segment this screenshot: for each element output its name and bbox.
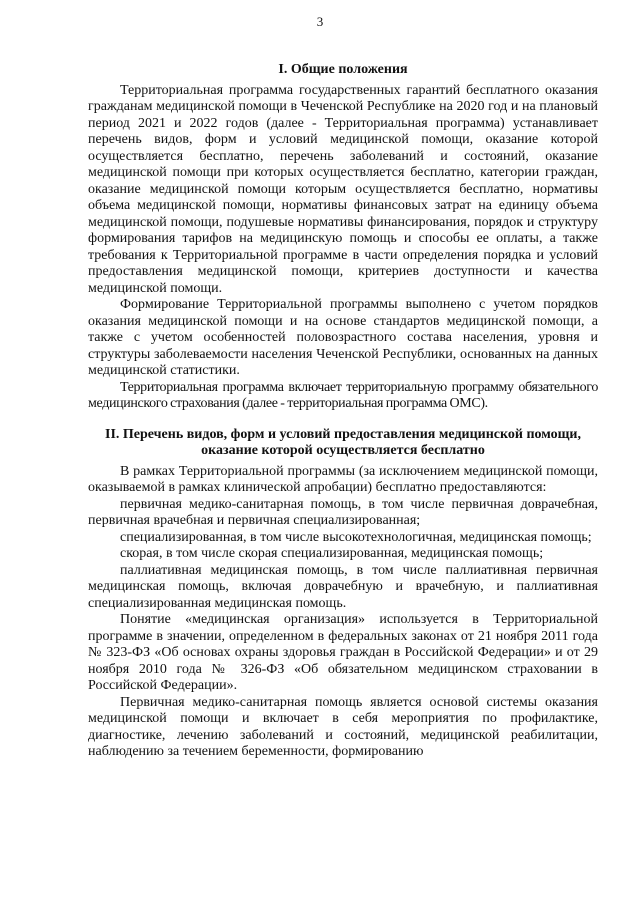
page-number: 3 (316, 14, 324, 29)
section-2-paragraph-2: первичная медико-санитарная помощь, в том числе первичная доврачебная, первичная врачебная и первичная специализированная; (88, 496, 598, 528)
section-2-paragraph-4: скорая, в том числе скорая специализированная, медицинская помощь; (120, 546, 544, 561)
section-1-heading: I. Общие положения (278, 62, 408, 77)
section-2-paragraph-3: специализированная, в том числе высокотехнологичная, медицинская помощь; (120, 529, 592, 545)
section-2-paragraph-1: В рамках Территориальной программы (за исключением медицинской помощи, оказываемой в рамках клинической апробации) бесплатно предоставляются: (88, 463, 598, 495)
section-1-paragraph-1: Территориальная программа государственных гарантий бесплатного оказания гражданам медицинской помощи в Чеченской Республике на 2020 год и на плановый период 2021 и 2022 годов (далее - Территориальная программа) устанавливает перечень видов, форм и условий медицинской помощи, оказание которой осуществляется бесплатно, перечень заболеваний и состояний, оказание медицинской помощи при которых осуществляется бесплатно, категории граждан, оказание медицинской помощи которым осуществляется бесплатно, нормативы объема медицинской помощи, нормативы финансовых затрат на единицу объема медицинской помощи, подушевые нормативы финансирования, порядок и структуру формирования тарифов на медицинскую помощь и способы ее оплаты, а также требования к Территориальной программе в части определения порядка и условий предоставления медицинской помощи, критериев доступности и качества медицинской помощи. (88, 82, 598, 296)
section-1-paragraph-2: Формирование Территориальной программы выполнено с учетом порядков оказания медицинской помощи и на основе стандартов медицинской помощи, а также с учетом особенностей половозрастного состава населения, уровня и структуры заболеваемости населения Чеченской Республики, основанных на данных медицинской статистики. (88, 297, 598, 378)
section-2-heading: II. Перечень видов, форм и условий предоставления медицинской помощи, оказание которой осуществляется бесплатно (105, 426, 581, 458)
section-2-paragraph-6: Понятие «медицинская организация» используется в Территориальной программе в значении, определенном в федеральных законах от 21 ноября 2011 года № 323-ФЗ «Об основах охраны здоровья граждан в Российской Федерации» и от 29 ноября 2010 года № 326-ФЗ «Об обязательном медицинском страховании в Российской Федерации». (88, 612, 598, 693)
section-1-paragraph-3: Территориальная программа включает территориальную программу обязательного медицинского страхования (далее - территориальная программа ОМС). (88, 379, 598, 411)
document-body (88, 62, 598, 761)
section-2-paragraph-5: паллиативная медицинская помощь, в том числе паллиативная первичная медицинская помощь, включая доврачебную и врачебную, и паллиативная специализированная медицинская помощь. (88, 562, 598, 611)
section-2-paragraph-7: Первичная медико-санитарная помощь является основой системы оказания медицинской помощи и включает в себя мероприятия по профилактике, диагностике, лечению заболеваний и состояний, медицинской реабилитации, наблюдению за течением беременности, формированию (88, 694, 598, 759)
